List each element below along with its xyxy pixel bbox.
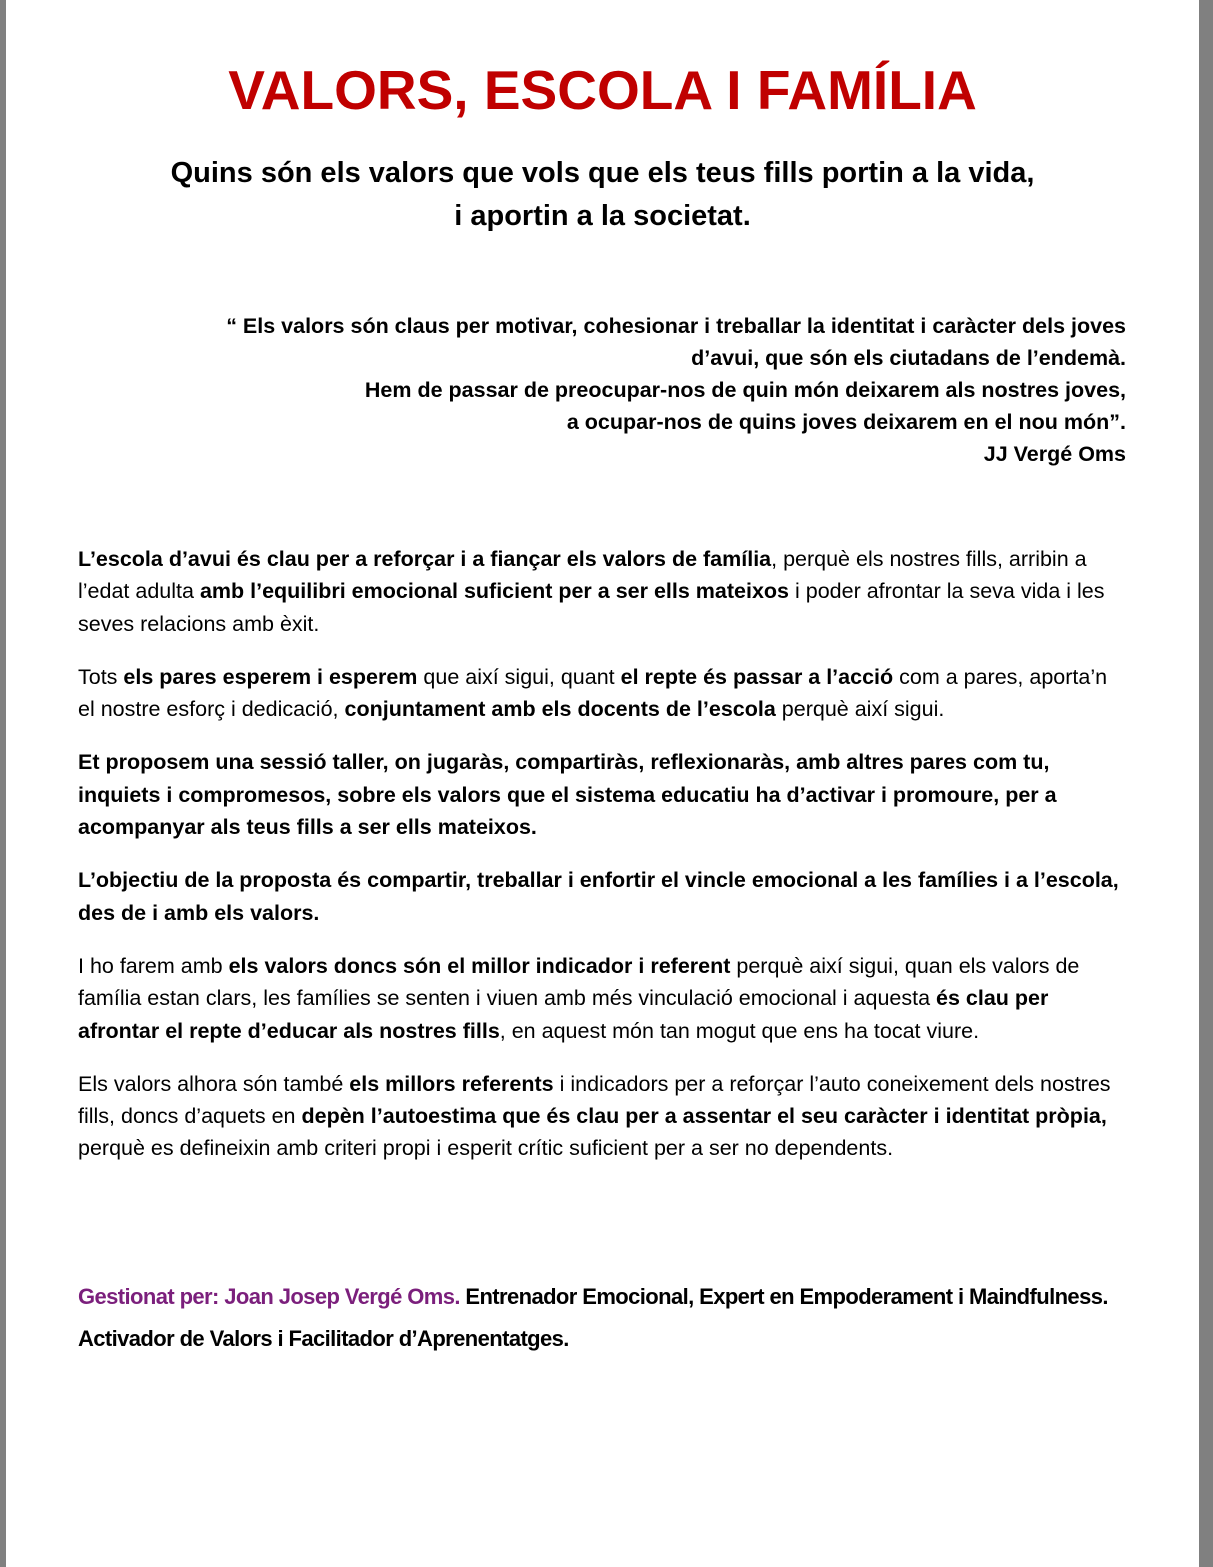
- text-segment: perquè així sigui, quan els valors de família estan clars, les famílies se senten i viuen amb més vinculació emocional i aquesta: [78, 953, 1080, 1011]
- subtitle-line: i aportin a la societat.: [454, 200, 751, 232]
- bold-text-segment: els pares esperem i esperem: [123, 664, 418, 689]
- document-page: [6, 0, 1199, 1567]
- text-segment: Els valors alhora són també: [78, 1071, 350, 1096]
- text-segment: perquè es defineixin amb criteri propi i esperit crític suficient per a ser no dependents.: [78, 1136, 894, 1161]
- bold-text-segment: els valors doncs són el millor indicador i referent: [228, 953, 731, 978]
- text-segment: que així sigui, quant: [417, 664, 621, 689]
- signature: [78, 1276, 1128, 1360]
- body-paragraph: [78, 864, 1128, 929]
- bold-text-segment: conjuntament amb els docents de l’escola: [344, 697, 776, 722]
- body-paragraph: [78, 1068, 1128, 1165]
- text-segment: perquè així sigui.: [775, 697, 945, 722]
- body-paragraph: [78, 543, 1128, 640]
- quote-line: Hem de passar de preocupar-nos de quin món deixarem als nostres joves,: [364, 378, 1126, 402]
- bold-text-segment: L’objectiu de la proposta és compartir, treballar i enfortir el vincle emocional a les famílies i a l’escola, des de i amb els valors.: [78, 868, 1119, 925]
- signature-text: Entrenador Emocional, Expert en Empoderament i Maindfulness. Activador de Valors i Facilitador d’Aprenentatges.: [78, 1284, 1108, 1351]
- body-paragraph: [78, 746, 1128, 843]
- bold-text-segment: és clau per afrontar el repte d’educar als nostres fills: [78, 986, 1049, 1043]
- quote-line: “ Els valors són claus per motivar, cohesionar i treballar la identitat i caràcter dels joves: [226, 314, 1126, 338]
- document-title: VALORS, ESCOLA I FAMÍLIA: [228, 59, 977, 121]
- bold-text-segment: amb l’equilibri emocional suficient per a ser ells mateixos: [199, 579, 790, 604]
- quote-line: d’avui, que són els ciutadans de l’endemà.: [691, 346, 1126, 370]
- text-segment: com a pares, aporta’n el nostre esforç i dedicació,: [78, 664, 1108, 722]
- bold-text-segment: depèn l’autoestima que és clau per a assentar el seu caràcter i identitat pròpia,: [301, 1104, 1107, 1129]
- bold-text-segment: L’escola d’avui és clau per a reforçar i a fiançar els valors de família: [78, 547, 772, 571]
- quote-author: JJ Vergé Oms: [983, 442, 1126, 466]
- bold-text-segment: el repte és passar a l’acció: [620, 664, 894, 689]
- subtitle-line: Quins són els valors que vols que els teus fills portin a la vida,: [170, 157, 1035, 189]
- text-segment: I ho farem amb: [78, 953, 229, 978]
- body-paragraph: [78, 661, 1128, 726]
- quote-block: [226, 310, 1126, 470]
- text-segment: , en aquest món tan mogut que ens ha tocat viure.: [499, 1018, 980, 1043]
- body-paragraph: [78, 950, 1128, 1047]
- body-text: [78, 543, 1128, 1186]
- bold-text-segment: els millors referents: [349, 1071, 554, 1096]
- text-segment: , perquè els nostres fills, arribin a l’edat adulta: [78, 547, 1087, 604]
- text-segment: i poder afrontar la seva vida i les seves relacions amb èxit.: [78, 579, 1105, 636]
- quote-line: a ocupar-nos de quins joves deixarem en el nou món”.: [566, 410, 1126, 434]
- text-segment: Tots: [78, 664, 124, 689]
- signature-label: Gestionat per: Joan Josep Vergé Oms.: [78, 1284, 460, 1309]
- subtitle: [6, 152, 1199, 238]
- bold-text-segment: Et proposem una sessió taller, on jugaràs, compartiràs, reflexionaràs, amb altres pares com tu, inquiets i compromesos, sobre els valors que el sistema educatiu ha d’activar i promoure, per a acompanyar als teus fills a ser ells mateixos.: [78, 750, 1057, 840]
- text-segment: i indicadors per a reforçar l’auto coneixement dels nostres fills, doncs d’aquets en: [78, 1071, 1111, 1129]
